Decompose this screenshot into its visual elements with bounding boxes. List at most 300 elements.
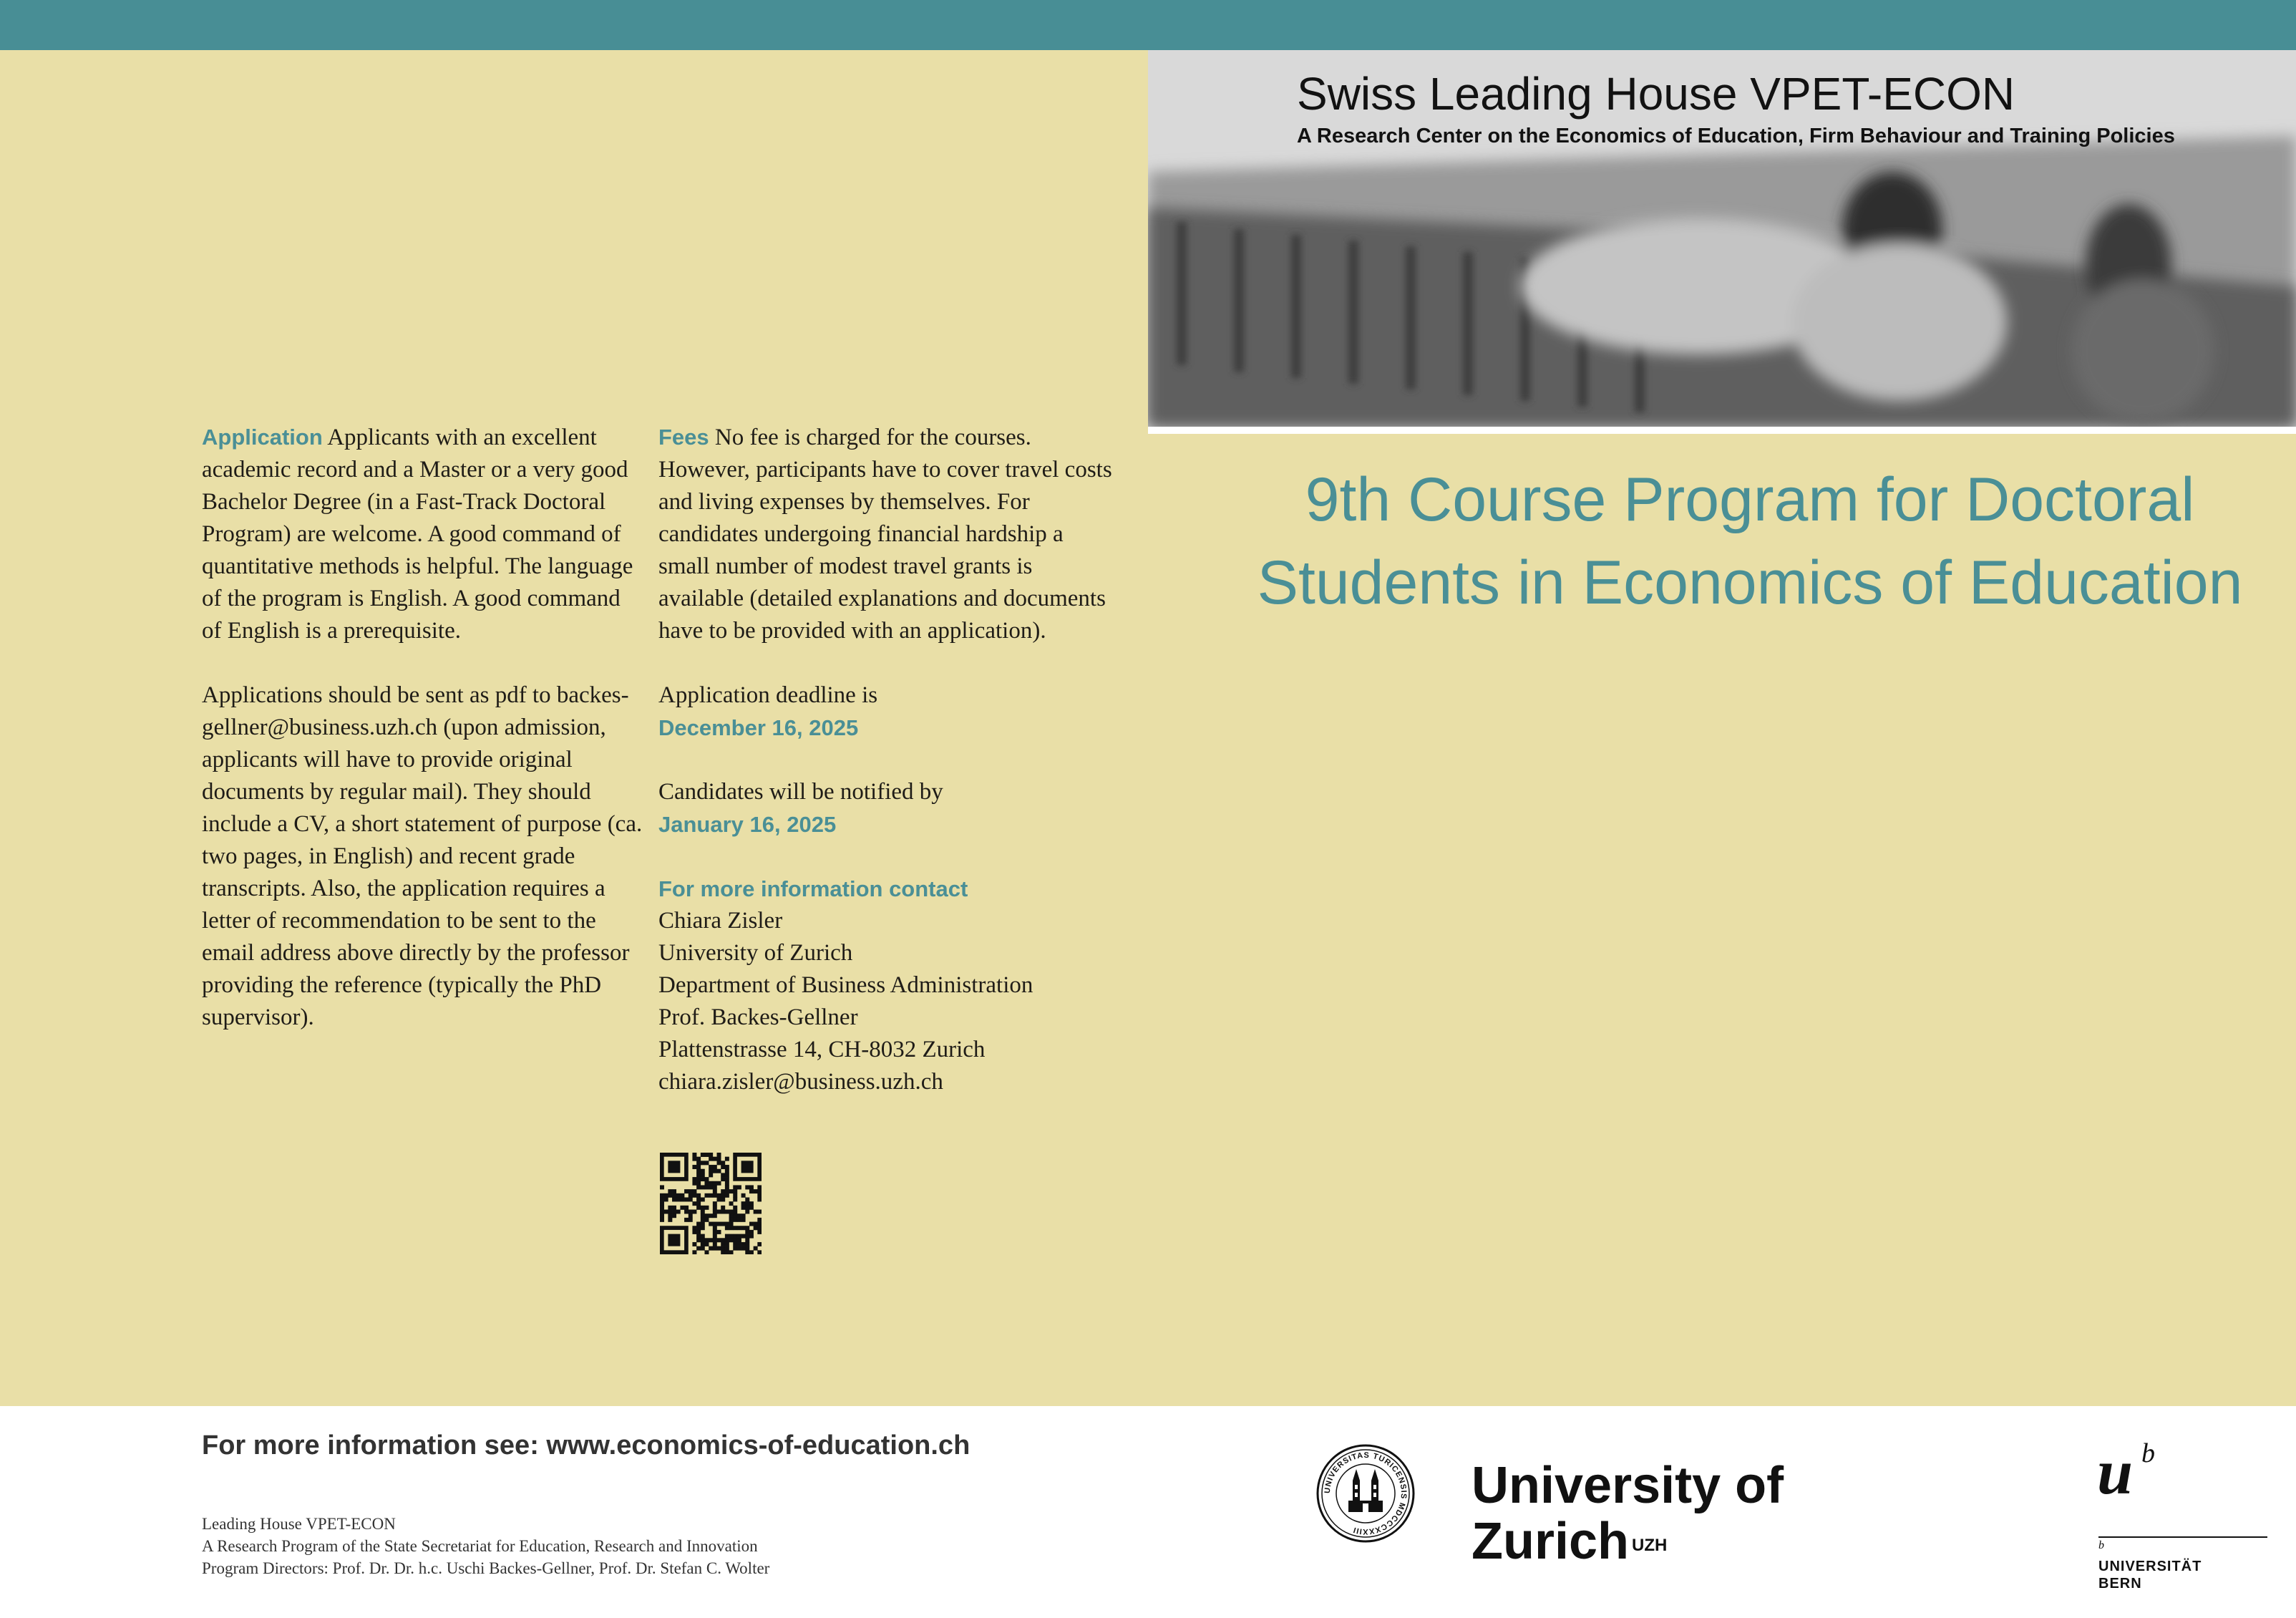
qr-module: [701, 1246, 705, 1251]
qr-module: [696, 1234, 701, 1239]
qr-module: [725, 1177, 729, 1181]
unibe-name-line-1: UNIVERSITÄT: [2098, 1559, 2202, 1574]
qr-module: [741, 1206, 746, 1210]
qr-module: [733, 1214, 737, 1218]
qr-module: [725, 1234, 729, 1239]
qr-module: [696, 1181, 701, 1186]
qr-module: [701, 1222, 705, 1226]
qr-module: [713, 1169, 717, 1173]
qr-module: [741, 1242, 746, 1246]
qr-module: [672, 1197, 676, 1201]
qr-module: [692, 1153, 696, 1157]
qr-module: [696, 1173, 701, 1177]
qr-module: [701, 1153, 705, 1157]
footer-website-info[interactable]: For more information see: www.economics-of-education.ch: [202, 1430, 971, 1460]
qr-module: [721, 1193, 725, 1198]
qr-module: [737, 1234, 741, 1239]
application-paragraph: [202, 421, 646, 647]
qr-module: [692, 1177, 696, 1181]
qr-module: [696, 1246, 701, 1251]
qr-module: [733, 1218, 737, 1222]
qr-module: [689, 1218, 693, 1222]
uzh-seal-text: UNIVERSITAS TURICENSIS MDCCCXXXIII: [1323, 1450, 1409, 1536]
qr-module: [664, 1210, 668, 1214]
qr-module: [725, 1157, 729, 1161]
qr-module: [721, 1161, 725, 1165]
qr-module: [713, 1181, 717, 1186]
qr-module: [749, 1230, 754, 1234]
qr-module: [676, 1197, 681, 1201]
qr-module: [721, 1197, 725, 1201]
application-column: [202, 421, 646, 1034]
application-paragraph-2: Applications should be sent as pdf to backes-gellner@business.uzh.ch (upon admission, applicants will have to provide original documents by regular mail). They should include a CV, a short statement of purpose (ca. two pages, in English) and recent grade transcripts. Also, the application requires a letter of recommendation to be sent to the email address above directly by the professor providing the reference (typically the PhD supervisor).: [202, 682, 643, 1030]
qr-module: [676, 1193, 681, 1198]
contact-department: Department of Business Administration: [658, 972, 1033, 998]
page-title-line-2: Students in Economics of Education: [1257, 548, 2243, 617]
qr-module: [684, 1210, 689, 1214]
qr-module: [713, 1234, 717, 1239]
unibe-mark-b: b: [2141, 1438, 2155, 1468]
qr-module: [689, 1189, 693, 1193]
qr-module: [745, 1197, 749, 1201]
qr-module: [689, 1197, 693, 1201]
qr-module: [701, 1173, 705, 1177]
qr-module: [721, 1246, 725, 1251]
qr-module: [749, 1250, 754, 1254]
qr-module: [721, 1206, 725, 1210]
qr-code-icon[interactable]: [660, 1153, 762, 1254]
unibe-divider: [2098, 1536, 2267, 1538]
qr-module: [729, 1226, 734, 1230]
uzh-seal-graphic: [1315, 1443, 1416, 1544]
qr-module: [737, 1226, 741, 1230]
qr-module: [704, 1177, 709, 1181]
qr-module: [704, 1214, 709, 1218]
qr-module: [696, 1161, 701, 1165]
qr-module: [692, 1201, 696, 1206]
qr-module: [733, 1234, 737, 1239]
fees-column: [658, 421, 1117, 1098]
qr-module: [725, 1181, 729, 1186]
qr-module: [696, 1222, 701, 1226]
qr-module: [733, 1206, 737, 1210]
header-subtitle: A Research Center on the Economics of Education, Firm Behaviour and Training Policies: [1297, 125, 2175, 147]
qr-module: [660, 1210, 664, 1214]
qr-module: [721, 1173, 725, 1177]
qr-module: [713, 1242, 717, 1246]
qr-module: [729, 1214, 734, 1218]
qr-module: [676, 1210, 681, 1214]
qr-module: [668, 1189, 672, 1193]
qr-module: [704, 1161, 709, 1165]
qr-module: [725, 1222, 729, 1226]
qr-module: [704, 1181, 709, 1186]
qr-module: [733, 1189, 737, 1193]
qr-module: [713, 1230, 717, 1234]
qr-module: [754, 1226, 758, 1230]
qr-module: [696, 1206, 701, 1210]
qr-module: [660, 1206, 664, 1210]
unibe-small-b: b: [2098, 1539, 2104, 1551]
qr-module: [721, 1242, 725, 1246]
qr-module: [689, 1214, 693, 1218]
qr-module: [672, 1193, 676, 1198]
qr-module: [733, 1193, 737, 1198]
qr-module: [704, 1218, 709, 1222]
qr-module: [692, 1181, 696, 1186]
qr-module: [757, 1230, 762, 1234]
qr-module: [757, 1185, 762, 1189]
qr-module: [749, 1206, 754, 1210]
qr-module: [729, 1250, 734, 1254]
qr-module: [701, 1206, 705, 1210]
qr-module: [713, 1206, 717, 1210]
qr-module: [729, 1222, 734, 1226]
qr-module: [713, 1185, 717, 1189]
qr-module: [741, 1193, 746, 1198]
qr-module: [660, 1193, 664, 1198]
qr-module: [717, 1157, 721, 1161]
qr-module: [709, 1181, 713, 1186]
qr-module: [701, 1210, 705, 1214]
qr-module: [692, 1230, 696, 1234]
qr-module: [713, 1189, 717, 1193]
qr-module: [713, 1214, 717, 1218]
qr-module: [668, 1218, 672, 1222]
qr-module: [725, 1173, 729, 1177]
qr-module: [745, 1230, 749, 1234]
qr-module: [721, 1165, 725, 1169]
qr-module: [725, 1226, 729, 1230]
qr-module: [672, 1189, 676, 1193]
qr-module: [713, 1193, 717, 1198]
qr-module: [737, 1214, 741, 1218]
qr-module: [717, 1193, 721, 1198]
qr-module: [709, 1214, 713, 1218]
qr-module: [701, 1214, 705, 1218]
qr-module: [733, 1185, 737, 1189]
contact-professor: Prof. Backes-Gellner: [658, 1004, 858, 1030]
qr-module: [713, 1165, 717, 1169]
qr-module: [696, 1169, 701, 1173]
top-accent-bar: [0, 0, 2296, 50]
qr-module: [709, 1193, 713, 1198]
qr-module: [745, 1206, 749, 1210]
qr-module: [717, 1197, 721, 1201]
qr-module: [729, 1218, 734, 1222]
qr-module: [689, 1210, 693, 1214]
qr-module: [709, 1165, 713, 1169]
photo-divider: [1148, 427, 2296, 434]
qr-module: [717, 1246, 721, 1251]
qr-module: [757, 1193, 762, 1198]
qr-module: [689, 1193, 693, 1198]
notification-label: Candidates will be notified by: [658, 779, 943, 805]
uzh-wordmark-sup: UZH: [1632, 1536, 1668, 1555]
qr-module: [717, 1161, 721, 1165]
page-title: [1217, 458, 2283, 624]
qr-module: [709, 1185, 713, 1189]
qr-module: [757, 1197, 762, 1201]
qr-module: [692, 1226, 696, 1230]
qr-module: [692, 1193, 696, 1198]
qr-module: [741, 1226, 746, 1230]
qr-module: [696, 1197, 701, 1201]
qr-module: [721, 1238, 725, 1242]
qr-module: [701, 1242, 705, 1246]
unibe-name-line-2: BERN: [2098, 1576, 2142, 1592]
qr-module: [701, 1169, 705, 1173]
uzh-seal-icon: [1315, 1443, 1416, 1544]
qr-module: [725, 1210, 729, 1214]
qr-module: [696, 1177, 701, 1181]
qr-module: [701, 1234, 705, 1239]
uzh-wordmark-line-1: University of: [1472, 1457, 1784, 1514]
qr-module: [660, 1185, 664, 1189]
qr-module: [749, 1201, 754, 1206]
contact-name: Chiara Zisler: [658, 908, 783, 934]
qr-module: [721, 1222, 725, 1226]
qr-finder-square: [741, 1161, 754, 1173]
qr-module: [737, 1218, 741, 1222]
deadline-date: December 16, 2025: [658, 715, 859, 740]
qr-module: [713, 1210, 717, 1214]
uzh-wordmark-line-2: [1472, 1513, 1784, 1569]
qr-module: [741, 1214, 746, 1218]
qr-module: [737, 1242, 741, 1246]
qr-module: [721, 1177, 725, 1181]
fees-paragraph: [658, 421, 1117, 647]
qr-module: [729, 1189, 734, 1193]
qr-module: [749, 1189, 754, 1193]
qr-module: [701, 1177, 705, 1181]
qr-module: [745, 1201, 749, 1206]
qr-module: [696, 1226, 701, 1230]
qr-module: [749, 1185, 754, 1189]
qr-module: [737, 1246, 741, 1251]
qr-module: [717, 1222, 721, 1226]
qr-module: [692, 1165, 696, 1169]
qr-module: [754, 1246, 758, 1251]
qr-module: [757, 1218, 762, 1222]
qr-module: [704, 1193, 709, 1198]
qr-module: [729, 1238, 734, 1242]
qr-module: [704, 1250, 709, 1254]
qr-module: [684, 1218, 689, 1222]
qr-module: [717, 1230, 721, 1234]
qr-module: [660, 1214, 664, 1218]
qr-module: [704, 1238, 709, 1242]
qr-module: [745, 1185, 749, 1189]
qr-module: [664, 1197, 668, 1201]
qr-module: [725, 1193, 729, 1198]
qr-module: [696, 1157, 701, 1161]
qr-module: [680, 1193, 684, 1198]
qr-module: [717, 1210, 721, 1214]
qr-module: [745, 1226, 749, 1230]
qr-module: [749, 1234, 754, 1239]
qr-module: [741, 1218, 746, 1222]
qr-module: [709, 1238, 713, 1242]
qr-module: [672, 1210, 676, 1214]
qr-module: [660, 1218, 664, 1222]
qr-module: [745, 1242, 749, 1246]
qr-module: [717, 1153, 721, 1157]
unibe-name: [2098, 1558, 2202, 1592]
qr-module: [696, 1201, 701, 1206]
qr-module: [725, 1238, 729, 1242]
qr-module: [684, 1197, 689, 1201]
qr-module: [701, 1218, 705, 1222]
qr-module: [709, 1173, 713, 1177]
qr-module: [704, 1153, 709, 1157]
qr-module: [709, 1153, 713, 1157]
notification-date: January 16, 2025: [658, 812, 837, 837]
qr-module: [741, 1201, 746, 1206]
contact-email[interactable]: chiara.zisler@business.uzh.ch: [658, 1069, 943, 1095]
qr-module: [704, 1242, 709, 1246]
qr-module: [721, 1210, 725, 1214]
qr-module: [709, 1169, 713, 1173]
qr-module: [757, 1210, 762, 1214]
qr-module: [737, 1185, 741, 1189]
application-text: Applicants with an excellent academic record and a Master or a very good Bachelor Degree (in a Fast-Track Doctoral Program) are welcome. A good command of quantitative methods is helpful. The language of the program is English. A good command of English is a prerequisite.: [202, 425, 633, 644]
qr-module: [725, 1189, 729, 1193]
qr-module: [668, 1193, 672, 1198]
qr-module: [660, 1197, 664, 1201]
qr-module: [729, 1201, 734, 1206]
qr-module: [745, 1246, 749, 1251]
qr-module: [757, 1222, 762, 1226]
qr-module: [709, 1246, 713, 1251]
uzh-logo-wordmark: [1472, 1458, 1784, 1569]
qr-module: [733, 1226, 737, 1230]
qr-module: [668, 1206, 672, 1210]
qr-module: [754, 1222, 758, 1226]
uzh-wordmark-zurich: Zurich: [1472, 1513, 1630, 1570]
qr-module: [701, 1185, 705, 1189]
qr-module: [692, 1157, 696, 1161]
qr-module: [701, 1197, 705, 1201]
qr-module: [713, 1238, 717, 1242]
qr-module: [717, 1238, 721, 1242]
qr-module: [696, 1193, 701, 1198]
qr-module: [709, 1222, 713, 1226]
qr-module: [696, 1185, 701, 1189]
footer-credit-line-3: Program Directors: Prof. Dr. Dr. h.c. Uschi Backes-Gellner, Prof. Dr. Stefan C. Wolter: [202, 1559, 770, 1577]
qr-module: [757, 1226, 762, 1230]
footer-credits: [202, 1513, 769, 1579]
qr-module: [668, 1214, 672, 1218]
qr-module: [692, 1189, 696, 1193]
qr-module: [725, 1169, 729, 1173]
qr-module: [733, 1246, 737, 1251]
fees-text: No fee is charged for the courses. However, participants have to cover travel costs and living expenses by themselves. For candidates undergoing financial hardship a small number of modest travel grants is available (detailed explanations and documents have to be provided with an application).: [658, 425, 1112, 644]
qr-module: [709, 1157, 713, 1161]
qr-module: [737, 1238, 741, 1242]
qr-module: [692, 1242, 696, 1246]
qr-module: [713, 1201, 717, 1206]
qr-module: [701, 1226, 705, 1230]
qr-module: [672, 1206, 676, 1210]
qr-module: [713, 1226, 717, 1230]
qr-module: [721, 1189, 725, 1193]
qr-module: [692, 1250, 696, 1254]
application-label: Application: [202, 425, 323, 450]
fees-label: Fees: [658, 425, 709, 450]
qr-module: [745, 1250, 749, 1254]
qr-module: [729, 1234, 734, 1239]
contact-heading: For more information contact: [658, 876, 968, 901]
qr-module: [717, 1169, 721, 1173]
qr-module: [692, 1210, 696, 1214]
qr-module: [733, 1210, 737, 1214]
qr-module: [684, 1189, 689, 1193]
qr-module: [725, 1242, 729, 1246]
qr-module: [696, 1238, 701, 1242]
qr-module: [745, 1234, 749, 1239]
qr-module: [680, 1206, 684, 1210]
qr-module: [749, 1222, 754, 1226]
qr-module: [733, 1242, 737, 1246]
qr-module: [680, 1197, 684, 1201]
qr-module: [725, 1185, 729, 1189]
qr-module: [725, 1246, 729, 1251]
qr-module: [754, 1189, 758, 1193]
qr-module: [701, 1238, 705, 1242]
qr-module: [704, 1185, 709, 1189]
qr-code-graphic: [660, 1153, 762, 1254]
qr-module: [757, 1242, 762, 1246]
footer-credit-line-1: Leading House VPET-ECON: [202, 1515, 396, 1533]
header-title: Swiss Leading House VPET-ECON: [1297, 68, 2015, 120]
qr-module: [660, 1201, 664, 1206]
qr-module: [725, 1165, 729, 1169]
contact-university: University of Zurich: [658, 940, 853, 966]
footer-credit-line-2: A Research Program of the State Secretariat for Education, Research and Innovation: [202, 1537, 758, 1555]
qr-finder-square: [668, 1161, 680, 1173]
qr-module: [668, 1210, 672, 1214]
header-text: [1297, 66, 2175, 150]
qr-module: [725, 1250, 729, 1254]
qr-module: [745, 1238, 749, 1242]
qr-module: [672, 1214, 676, 1218]
qr-module: [757, 1250, 762, 1254]
qr-module: [717, 1181, 721, 1186]
qr-finder-square: [668, 1234, 680, 1246]
qr-module: [757, 1189, 762, 1193]
qr-module: [729, 1210, 734, 1214]
qr-module: [696, 1230, 701, 1234]
qr-module: [745, 1210, 749, 1214]
qr-module: [713, 1246, 717, 1251]
page-title-line-1: 9th Course Program for Doctoral: [1305, 465, 2195, 534]
deadline-label: Application deadline is: [658, 682, 878, 708]
qr-module: [713, 1157, 717, 1161]
qr-module: [741, 1234, 746, 1239]
qr-module: [721, 1250, 725, 1254]
qr-module: [733, 1197, 737, 1201]
qr-module: [701, 1161, 705, 1165]
qr-module: [704, 1206, 709, 1210]
contact-address: Plattenstrasse 14, CH-8032 Zurich: [658, 1037, 986, 1062]
qr-module: [741, 1246, 746, 1251]
unibe-logo: [2097, 1437, 2269, 1605]
qr-module: [684, 1206, 689, 1210]
qr-module: [664, 1193, 668, 1198]
qr-module: [733, 1238, 737, 1242]
qr-module: [696, 1165, 701, 1169]
